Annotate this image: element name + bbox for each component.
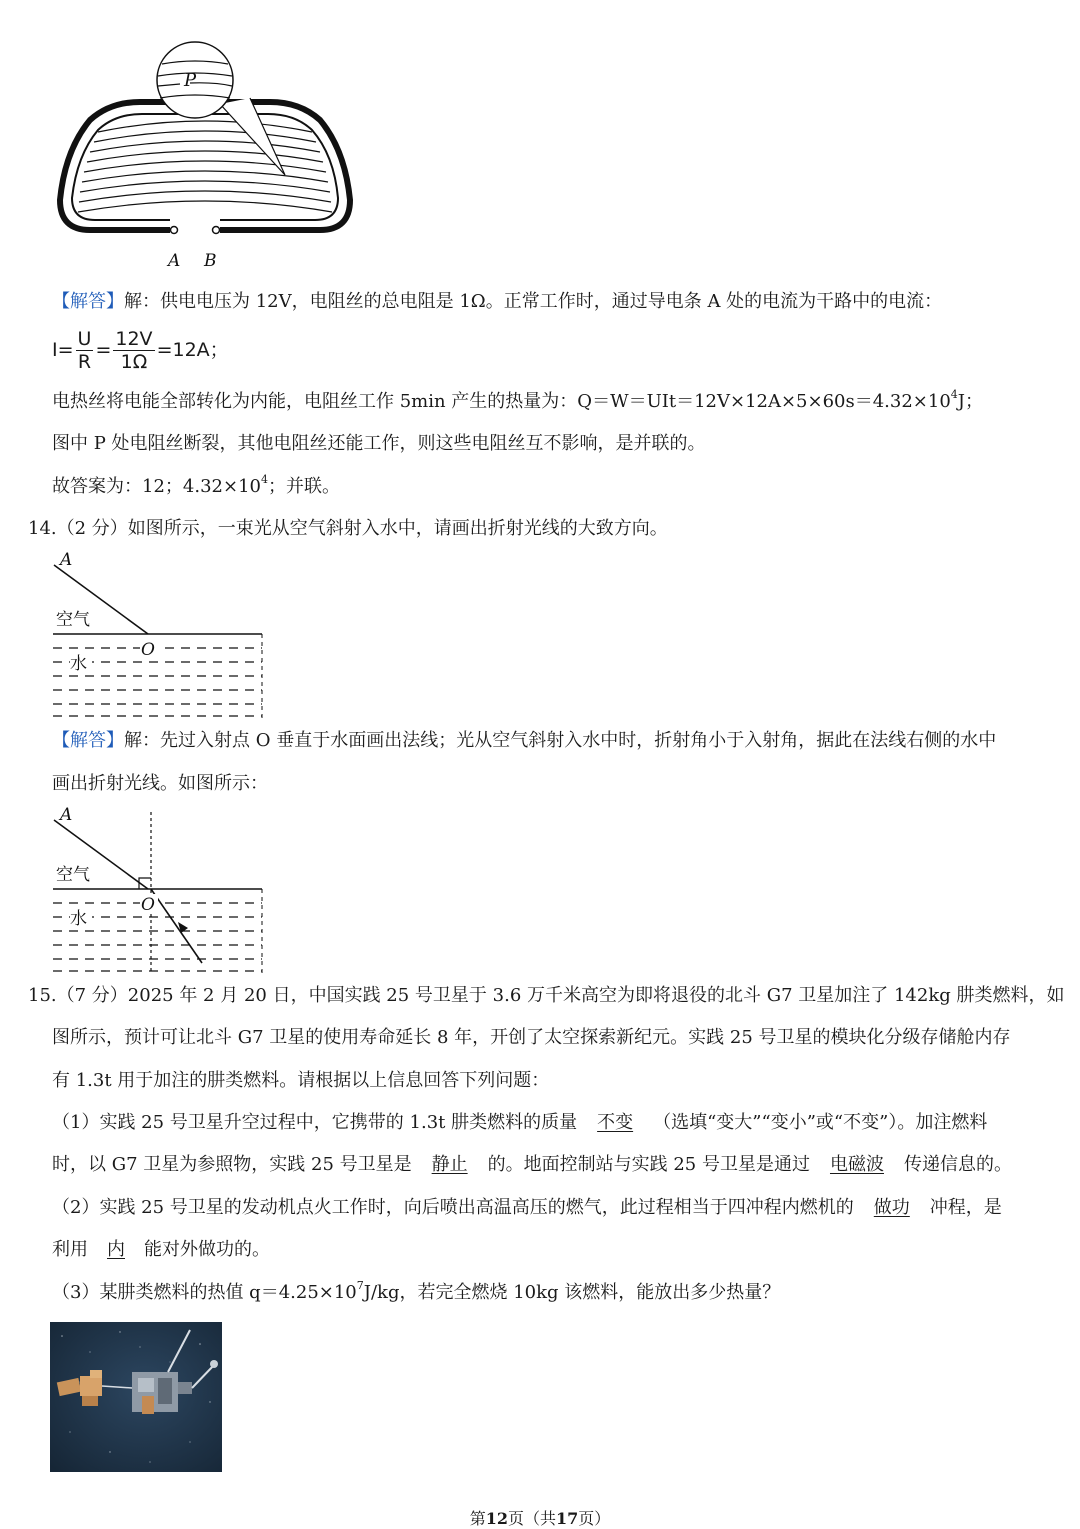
label-a: A [60,550,73,570]
refraction-answer-figure [50,800,265,975]
answer-blank: 不变 [597,1112,634,1133]
page-number: 12 [485,1509,508,1528]
satellite-photo [50,1322,222,1472]
q15-part2-line1: （2）实践 25 号卫星的发动机点火工作时，向后喷出高温高压的燃气，此过程相当于四冲程内燃机的 做功 冲程，是 [52,1195,1002,1221]
fraction-12v-over-1ohm: $\frac{12V}{1\Omega}$ [115,328,153,373]
q15-part3: （3）某肼类燃料的热值 $q=4.25\times 10^7J/kg$，若完全燃烧 10kg 该燃料，能放出多少热量？ [52,1279,781,1303]
q15-line1: 15.（7 分）2025 年 2 月 20 日，中国实践 25 号卫星于 3.6 万千米高空为即将退役的北斗 G7 卫星加注了 142kg 肼类燃料，如 [28,985,1065,1006]
q15-line3: 有 1.3t 用于加注的肼类燃料。请根据以上信息回答下列问题： [52,1070,550,1091]
sol13-line4: 图中 P 处电阻丝断裂，其他电阻丝还能工作，则这些电阻丝互不影响，是并联的。 [52,433,706,454]
sol13-line1: 【解答】解：供电电压为 12V，电阻丝的总电阻是 1Ω。正常工作时，通过导电条 A 处的电流为干路中的电流： [52,291,943,312]
label-air: 空气 [56,865,90,885]
answer-blank: 静止 [431,1154,468,1175]
page-footer: 第12页（共17页） [469,1509,611,1528]
q15-line2: 图所示，预计可让北斗 G7 卫星的使用寿命延长 8 年，开创了太空探索新纪元。实践 25 号卫星的模块化分级存储舱内存 [52,1027,1011,1048]
q15-part2-line2: 利用 内 能对外做功的。 [52,1237,270,1263]
q15-part1-line2: 时，以 G7 卫星为参照物，实践 25 号卫星是 静止 的。地面控制站与实践 25 号卫星是通过 电磁波 传递信息的。 [52,1152,1012,1178]
q15-part1-line1: （1）实践 25 号卫星升空过程中，它携带的 1.3t 肼类燃料的质量 不变 （选填“变大”“变小”或“不变”）。加注燃料 [52,1110,987,1136]
label-a: A [60,805,73,825]
label-air: 空气 [56,610,90,630]
sol13-line5: 故答案为：12；$4.32\times 10^4$；并联。 [52,473,340,497]
fraction-u-over-r: $\frac{U}{R}$ [77,328,92,373]
label-p: P [184,70,197,91]
answer-blank: 做功 [873,1197,910,1218]
sol14-line1: 【解答】解：先过入射点 O 垂直于水面画出法线；光从空气斜射入水中时，折射角小于入射角，据此在法线右侧的水中 [52,730,997,751]
label-water: 水 [70,909,87,929]
q14-text: 14.（2 分）如图所示，一束光从空气斜射入水中，请画出折射光线的大致方向。 [28,518,668,539]
sol14-line2: 画出折射光线。如图所示： [52,773,268,794]
answer-blank: 电磁波 [829,1154,884,1175]
sol13-formula: I= $\frac{U}{R}$ = $\frac{12V}{1\Omega}$ =12A； [52,328,229,373]
page-total: 17 [556,1509,579,1528]
rear-window-heater-figure [50,40,360,280]
sol13-line3: 电热丝将电能全部转化为内能，电阻丝工作 5min 产生的热量为：$Q=W=UIt=12V\times 12A\times 5\times 60s=4.32\times 10^4J$； [52,388,984,412]
answer-blank: 内 [107,1239,125,1260]
label-a: A [168,251,181,271]
answer-tag: 【解答】 [52,730,124,751]
label-b: B [204,251,217,271]
label-water: 水 [70,654,87,674]
label-o: O [141,895,155,915]
label-o: O [141,640,155,660]
refraction-question-figure [50,545,265,720]
answer-tag: 【解答】 [52,291,124,312]
